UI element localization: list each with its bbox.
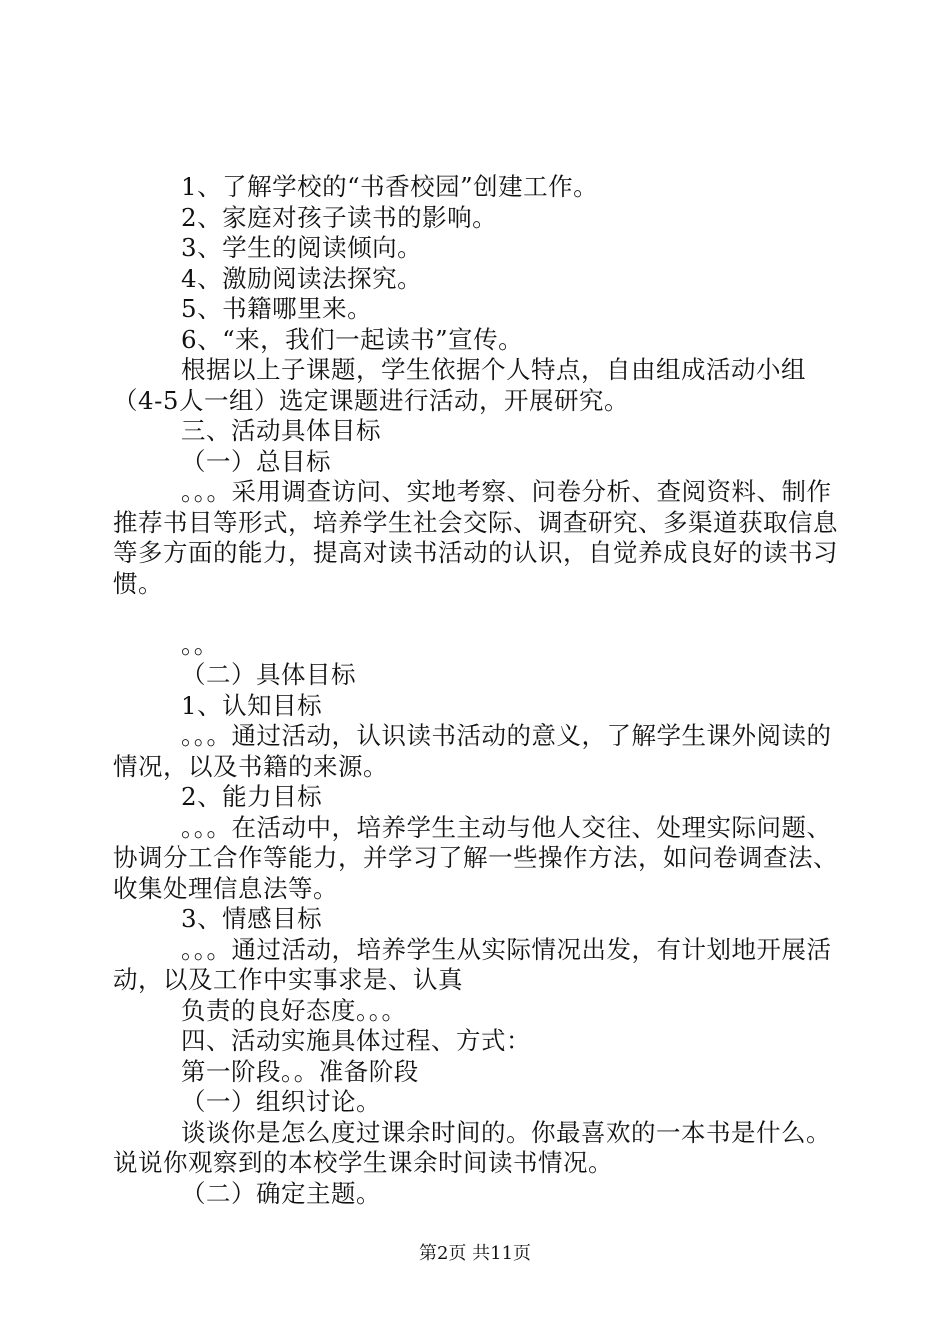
subheading-emotion-goal: 3、情感目标 (181, 904, 323, 933)
section-heading-4: 四、活动实施具体过程、方式： (181, 1026, 531, 1055)
subheading-cognitive-goal: 1、认知目标 (181, 690, 323, 720)
blank-line (113, 599, 843, 630)
paragraph-overall-goal: 。。。采用调查访问、实地考察、问卷分析、查阅资料、制作推荐书目等形式，培养学生社会交际、调查研究、多渠道获取信息等多方面的能力，提高对读书活动的认识，自觉养成良好的读书习惯。 (113, 477, 838, 598)
paragraph-ellipsis: 。。 (181, 629, 219, 659)
paragraph-discussion: 谈谈你是怎么度过课余时间的。你最喜欢的一本书是什么。说说你观察到的本校学生课余时间读书情况。 (113, 1117, 831, 1177)
list-item-3: 3、学生的阅读倾向。 (181, 233, 423, 262)
subheading-discussion: （一）组织讨论。 (181, 1087, 381, 1116)
subheading-specific-goals: （二）具体目标 (181, 660, 356, 689)
page-footer: 第2页 共11页 (418, 1243, 532, 1264)
subheading-topic: （二）确定主题。 (181, 1178, 381, 1208)
paragraph-cognitive-goal: 。。。通过活动，认识读书活动的意义，了解学生课外阅读的情况，以及书籍的来源。 (113, 721, 832, 781)
paragraph-emotion-goal: 。。。通过活动，培养学生从实际情况出发，有计划地开展活动，以及工作中实事求是、认真 (113, 934, 832, 994)
paragraph-emotion-goal-cont: 负责的良好态度。。。 (181, 995, 407, 1025)
list-item-1: 1、了解学校的“书香校园”创建工作。 (181, 172, 599, 201)
section-heading-3: 三、活动具体目标 (181, 416, 381, 445)
document-body (113, 172, 843, 1209)
paragraph-ability-goal: 。。。在活动中，培养学生主动与他人交往、处理实际问题、协调分工合作等能力，并学习了解一些操作方法，如问卷调查法、收集处理信息法等。 (113, 812, 838, 903)
list-item-2: 2、家庭对孩子读书的影响。 (181, 202, 498, 232)
subheading-overall-goal: （一）总目标 (181, 446, 331, 476)
subheading-ability-goal: 2、能力目标 (181, 782, 323, 811)
list-item-6: 6、“来，我们一起读书”宣传。 (181, 324, 524, 354)
stage-heading-1: 第一阶段。。准备阶段 (181, 1056, 419, 1086)
list-item-5: 5、书籍哪里来。 (181, 294, 373, 323)
paragraph-subtopics: 根据以上子课题，学生依据个人特点，自由组成活动小组（4-5人一组）选定课题进行活动，开展研究。 (113, 355, 806, 415)
list-item-4: 4、激励阅读法探究。 (181, 263, 423, 293)
